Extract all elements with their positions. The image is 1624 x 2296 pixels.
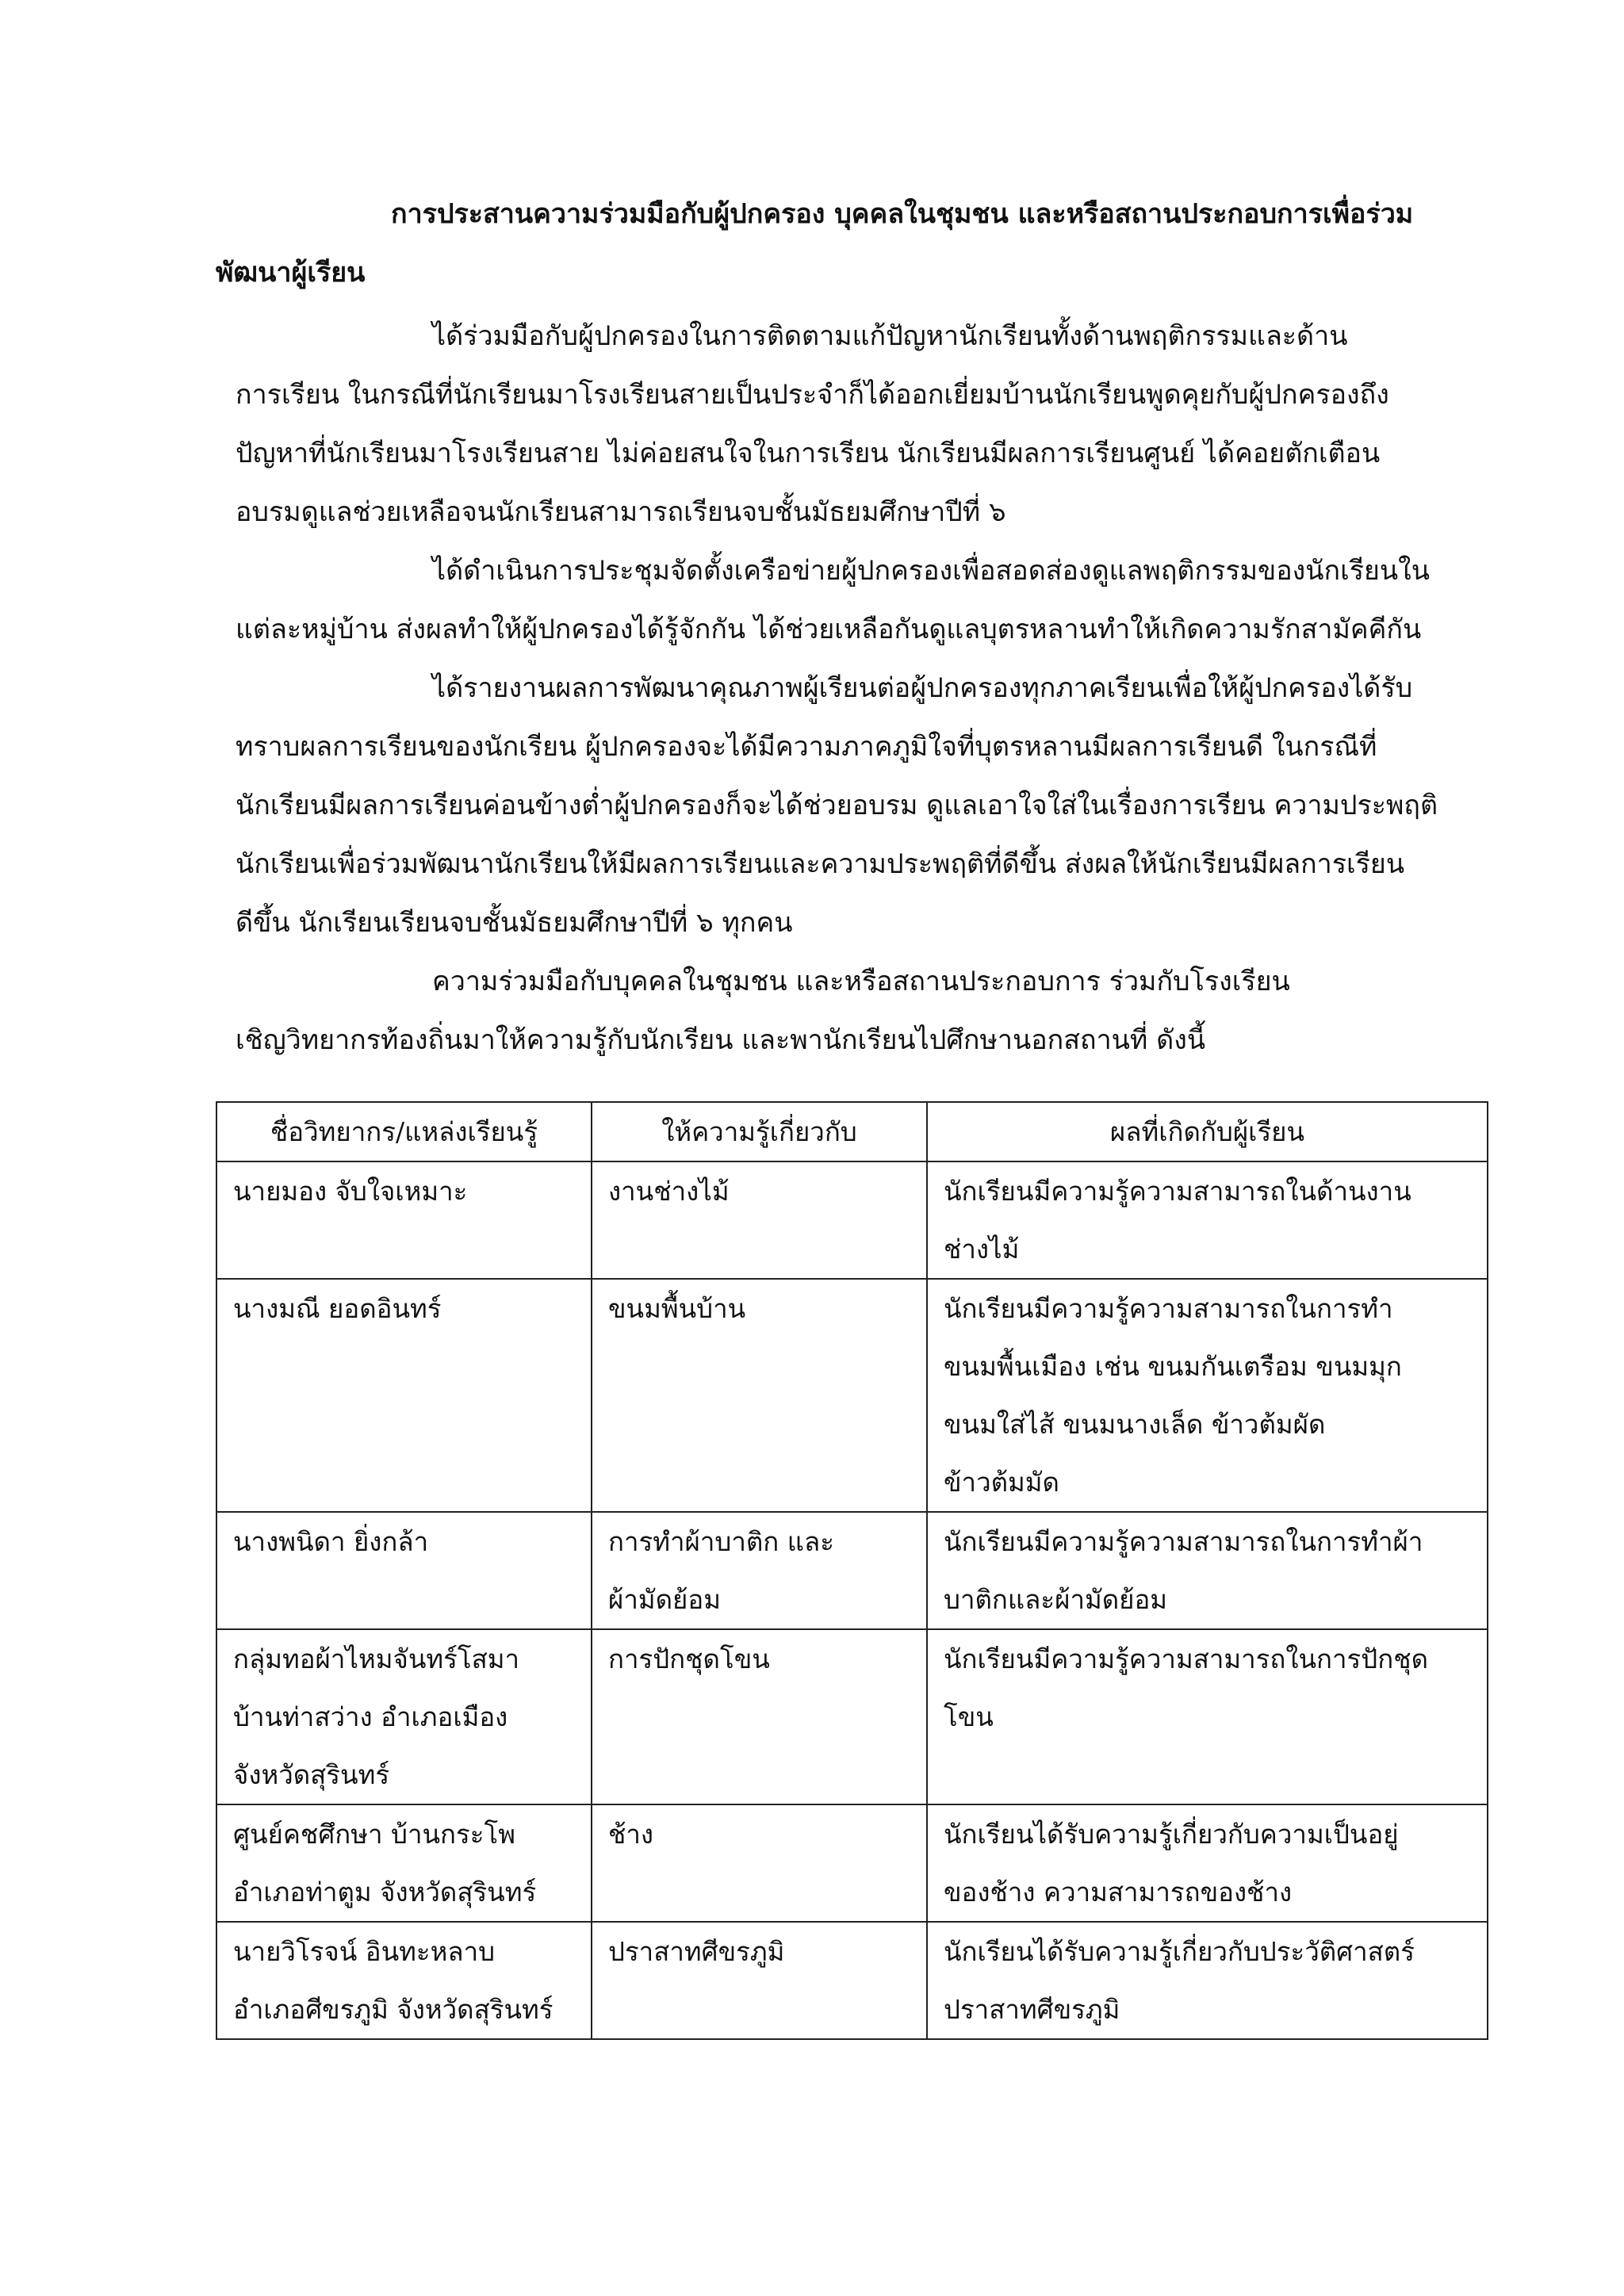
cell-line: ศูนย์คชศึกษา บ้านกระโพ xyxy=(233,1819,515,1850)
paragraph-2-line-2: แต่ละหมู่บ้าน ส่งผลทำให้ผู้ปกครองได้รู้จักกัน ได้ช่วยเหลือกันดูแลบุตรหลานทำให้เกิดความรักสามัคคีกัน xyxy=(236,614,1422,645)
cell-line: ช่างไม้ xyxy=(944,1234,1020,1265)
cell-line: ขนมใส่ไส้ ขนมนางเล็ด ข้าวต้มผัด xyxy=(944,1409,1326,1440)
paragraph-3-line-3: นักเรียนมีผลการเรียนค่อนข้างต่ำผู้ปกครองก็จะได้ช่วยอบรม ดูแลเอาใจใส่ในเรื่องการเรียน ความประพฤติ xyxy=(236,790,1438,821)
cell-line: นักเรียนมีความรู้ความสามารถในการทำ xyxy=(944,1293,1393,1324)
paragraph-4-line-1: ความร่วมมือกับบุคคลในชุมชน และหรือสถานประกอบการ ร่วมกับโรงเรียน xyxy=(432,966,1290,997)
table-row xyxy=(216,1279,1488,1512)
cell-resource xyxy=(216,1629,592,1804)
cell-line: การทำผ้าบาติก และ xyxy=(608,1526,834,1557)
cell-line: นางมณี ยอดอินทร์ xyxy=(233,1293,442,1324)
cell-line: นักเรียนมีความรู้ความสามารถในการปักชุด xyxy=(944,1644,1429,1674)
cell-result xyxy=(927,1279,1488,1512)
table-header-row xyxy=(216,1102,1488,1161)
cell-resource xyxy=(216,1161,592,1279)
cell-resource xyxy=(216,1279,592,1512)
cell-resource xyxy=(216,1512,592,1629)
column-header-resource: ชื่อวิทยากร/แหล่งเรียนรู้ xyxy=(216,1102,592,1161)
table-row xyxy=(216,1629,1488,1804)
cell-topic xyxy=(592,1512,927,1629)
column-header-result: ผลที่เกิดกับผู้เรียน xyxy=(927,1102,1488,1161)
cell-line: นักเรียนได้รับความรู้เกี่ยวกับความเป็นอยู่ xyxy=(944,1819,1399,1850)
paragraph-4-line-2: เชิญวิทยากรท้องถิ่นมาให้ความรู้กับนักเรียน และพานักเรียนไปศึกษานอกสถานที่ ดังนี้ xyxy=(236,1024,1206,1056)
cell-line: ช้าง xyxy=(608,1819,654,1850)
cell-line: จังหวัดสุรินทร์ xyxy=(233,1759,390,1790)
cell-line: งานช่างไม้ xyxy=(608,1176,730,1207)
cell-line: โขน xyxy=(944,1701,994,1732)
table-row xyxy=(216,1804,1488,1922)
section-heading-line-2: พัฒนาผู้เรียน xyxy=(216,257,366,289)
cell-line: ปราสาทศีขรภูมิ xyxy=(608,1936,785,1967)
cell-resource xyxy=(216,1922,592,2039)
paragraph-3-line-4: นักเรียนเพื่อร่วมพัฒนานักเรียนให้มีผลการเรียนและความประพฤติที่ดีขึ้น ส่งผลให้นักเรียนมีผลการเรียน xyxy=(236,848,1405,880)
paragraph-1-line-2: การเรียน ในกรณีที่นักเรียนมาโรงเรียนสายเป็นประจำก็ได้ออกเยี่ยมบ้านนักเรียนพูดคุยกับผู้ปกครองถึง xyxy=(236,379,1389,411)
cell-result xyxy=(927,1922,1488,2039)
cell-line: ข้าวต้มมัด xyxy=(944,1467,1059,1498)
resource-table xyxy=(216,1101,1488,2040)
paragraph-3-line-5: ดีขึ้น นักเรียนเรียนจบชั้นมัธยมศึกษาปีที่ ๖ ทุกคน xyxy=(236,907,793,939)
column-header-topic: ให้ความรู้เกี่ยวกับ xyxy=(592,1102,927,1161)
cell-line: อำเภอท่าตูม จังหวัดสุรินทร์ xyxy=(233,1877,537,1908)
paragraph-1-line-3: ปัญหาที่นักเรียนมาโรงเรียนสาย ไม่ค่อยสนใจในการเรียน นักเรียนมีผลการเรียนศูนย์ ได้คอยตักเตือน xyxy=(236,438,1381,469)
cell-resource xyxy=(216,1804,592,1922)
cell-line: ของช้าง ความสามารถของช้าง xyxy=(944,1877,1293,1908)
cell-line: นักเรียนมีความรู้ความสามารถในด้านงาน xyxy=(944,1176,1411,1207)
cell-result xyxy=(927,1161,1488,1279)
cell-result xyxy=(927,1629,1488,1804)
cell-line: นายวิโรจน์ อินทะหลาบ xyxy=(233,1936,496,1967)
cell-line: นายมอง จับใจเหมาะ xyxy=(233,1176,468,1207)
cell-line: นางพนิดา ยิ่งกล้า xyxy=(233,1526,429,1557)
cell-line: ขนมพื้นเมือง เช่น ขนมกันเตรือม ขนมมุก xyxy=(944,1351,1402,1382)
table-row xyxy=(216,1512,1488,1629)
paragraph-1-line-4: อบรมดูแลช่วยเหลือจนนักเรียนสามารถเรียนจบชั้นมัธยมศึกษาปีที่ ๖ xyxy=(236,496,1006,528)
cell-result xyxy=(927,1512,1488,1629)
cell-topic xyxy=(592,1279,927,1512)
cell-topic xyxy=(592,1804,927,1922)
cell-line: ผ้ามัดย้อม xyxy=(608,1584,721,1615)
paragraph-3-line-1: ได้รายงานผลการพัฒนาคุณภาพผู้เรียนต่อผู้ปกครองทุกภาคเรียนเพื่อให้ผู้ปกครองได้รับ xyxy=(432,672,1413,704)
paragraph-2-line-1: ได้ดำเนินการประชุมจัดตั้งเครือข่ายผู้ปกครองเพื่อสอดส่องดูแลพฤติกรรมของนักเรียนใน xyxy=(432,555,1430,587)
cell-line: อำเภอศีขรภูมิ จังหวัดสุรินทร์ xyxy=(233,1994,553,2025)
cell-line: นักเรียนได้รับความรู้เกี่ยวกับประวัติศาสตร์ xyxy=(944,1936,1415,1967)
cell-line: บ้านท่าสว่าง อำเภอเมือง xyxy=(233,1701,508,1732)
paragraph-3-line-2: ทราบผลการเรียนของนักเรียน ผู้ปกครองจะได้มีความภาคภูมิใจที่บุตรหลานมีผลการเรียนดี ในกรณีที่ xyxy=(236,731,1377,763)
cell-line: บาติกและผ้ามัดย้อม xyxy=(944,1584,1168,1615)
cell-line: การปักชุดโขน xyxy=(608,1644,770,1674)
cell-line: ขนมพื้นบ้าน xyxy=(608,1293,746,1324)
table-row xyxy=(216,1922,1488,2039)
cell-topic xyxy=(592,1161,927,1279)
section-heading-line-1: การประสานความร่วมมือกับผู้ปกครอง บุคคลในชุมชน และหรือสถานประกอบการเพื่อร่วม xyxy=(391,198,1414,230)
cell-result xyxy=(927,1804,1488,1922)
cell-line: ปราสาทศีขรภูมิ xyxy=(944,1994,1120,2025)
cell-line: กลุ่มทอผ้าไหมจันทร์โสมา xyxy=(233,1644,520,1674)
cell-topic xyxy=(592,1629,927,1804)
table-row xyxy=(216,1161,1488,1279)
paragraph-1-line-1: ได้ร่วมมือกับผู้ปกครองในการติดตามแก้ปัญหานักเรียนทั้งด้านพฤติกรรมและด้าน xyxy=(432,320,1348,352)
cell-line: นักเรียนมีความรู้ความสามารถในการทำผ้า xyxy=(944,1526,1423,1557)
cell-topic xyxy=(592,1922,927,2039)
